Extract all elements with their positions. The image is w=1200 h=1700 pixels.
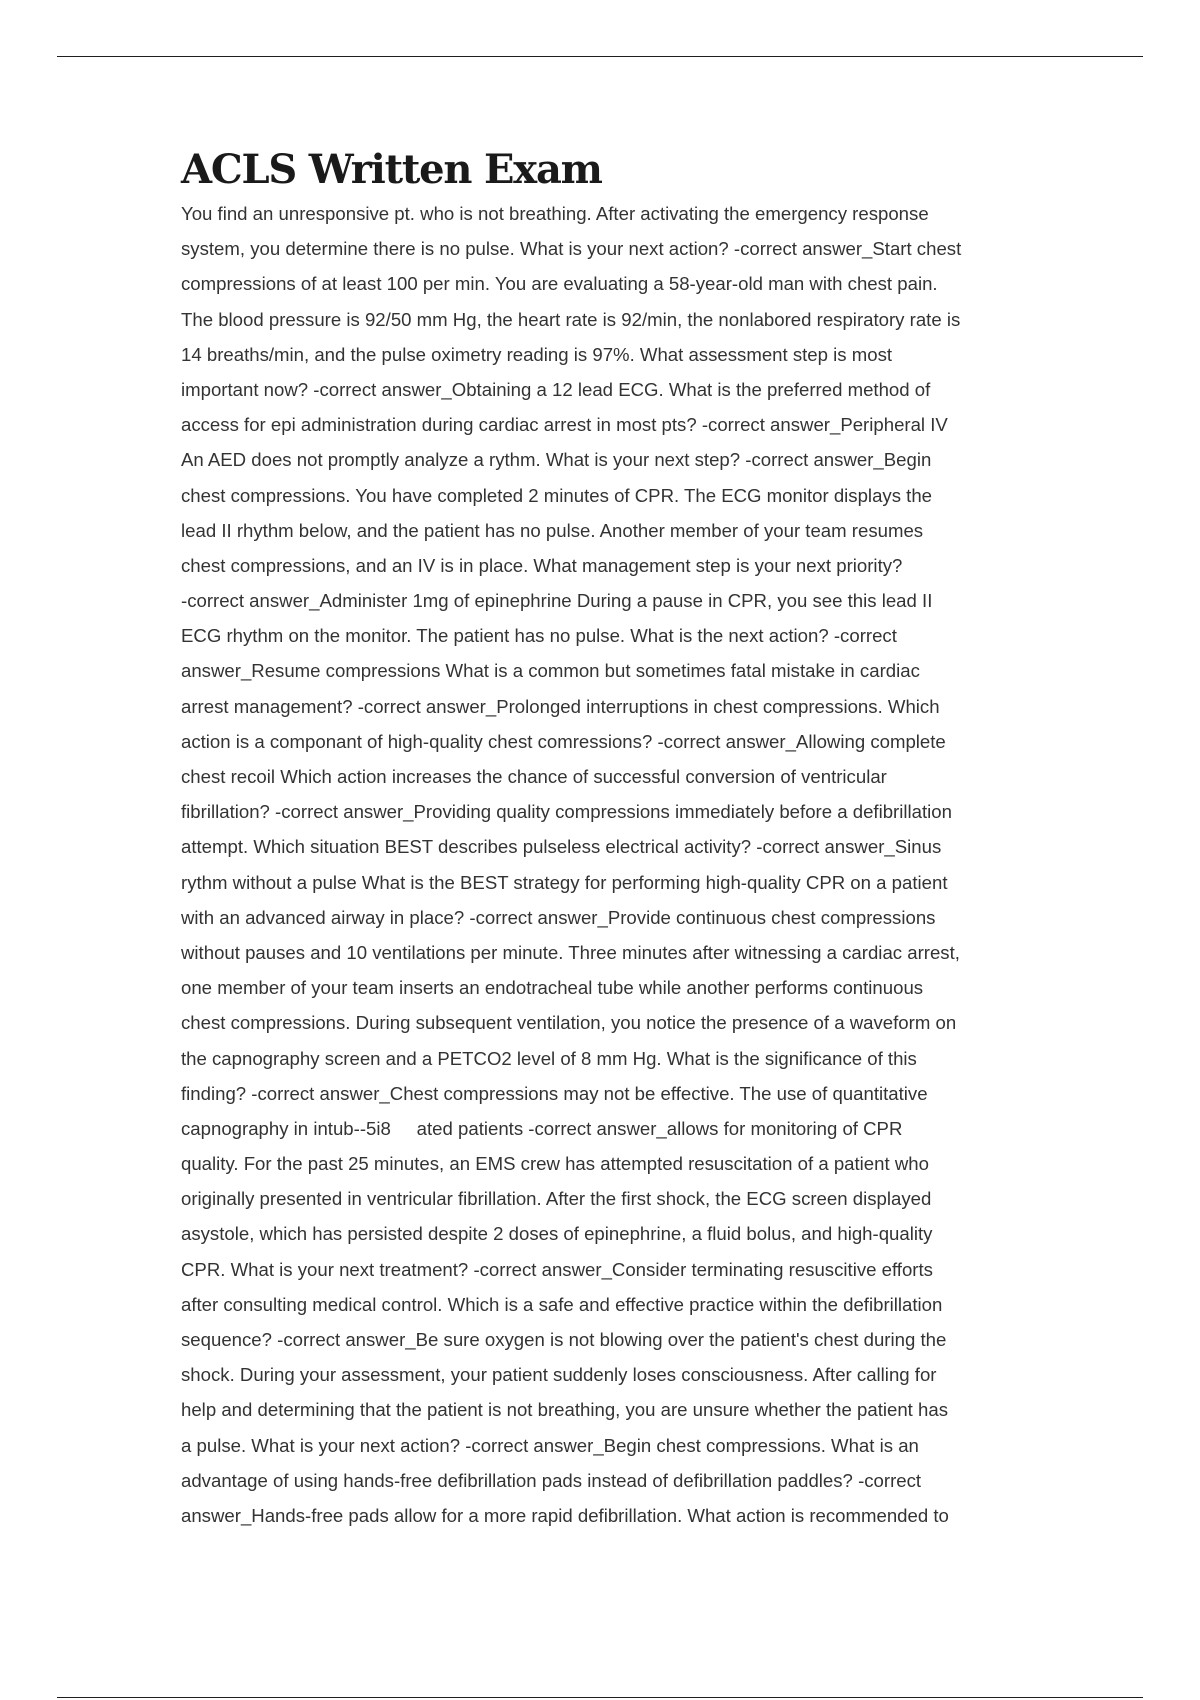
text-line: lead II rhythm below, and the patient has no pulse. Another member of your team resumes [181,519,924,541]
text-line: one member of your team inserts an endotracheal tube while another performs continuous [181,977,924,999]
text-line: after consulting medical control. Which is a safe and effective practice within the defibrillation [181,1293,943,1315]
text-line: rythm without a pulse What is the BEST strategy for performing high-quality CPR on a patient [181,871,948,893]
document-text [181,196,1041,1533]
text-line: a pulse. What is your next action? -correct answer_Begin chest compressions. What is an [181,1434,919,1456]
header-divider [57,56,1143,57]
text-line: arrest management? -correct answer_Prolonged interruptions in chest compressions. Which [181,695,940,717]
text-line: -correct answer_Administer 1mg of epinephrine During a pause in CPR, you see this lead II [181,590,933,612]
text-line: chest compressions, and an IV is in place. What management step is your next priority? [181,554,903,576]
text-line: CPR. What is your next treatment? -correct answer_Consider terminating resuscitive efforts [181,1258,933,1280]
text-line: capnography in intub--5i8 ated patients -correct answer_allows for monitoring of CPR [181,1117,903,1139]
document-body [181,146,1041,1533]
text-line: chest compressions. You have completed 2 minutes of CPR. The ECG monitor displays the [181,484,933,506]
text-line: without pauses and 10 ventilations per minute. Three minutes after witnessing a cardiac arrest, [181,941,960,963]
text-line: help and determining that the patient is not breathing, you are unsure whether the patient has [181,1399,948,1421]
text-line: quality. For the past 25 minutes, an EMS crew has attempted resuscitation of a patient who [181,1153,929,1175]
text-line: the capnography screen and a PETCO2 level of 8 mm Hg. What is the significance of this [181,1047,917,1069]
document-title: ACLS Written Exam [181,146,602,193]
text-line: fibrillation? -correct answer_Providing quality compressions immediately before a defibrillation [181,801,952,823]
text-line: 14 breaths/min, and the pulse oximetry reading is 97%. What assessment step is most [181,343,893,365]
text-line: An AED does not promptly analyze a rythm. What is your next step? -correct answer_Begin [181,449,932,471]
text-line: chest recoil Which action increases the chance of successful conversion of ventricular [181,766,887,787]
text-line: action is a componant of high-quality chest comressions? -correct answer_Allowing complete [181,730,946,752]
text-line: asystole, which has persisted despite 2 doses of epinephrine, a fluid bolus, and high-quality [181,1223,933,1245]
text-line: shock. During your assessment, your patient suddenly loses consciousness. After calling for [181,1364,937,1386]
text-line: You find an unresponsive pt. who is not breathing. After activating the emergency response [181,203,929,224]
text-line: compressions of at least 100 per min. You are evaluating a 58-year-old man with chest pain. [181,273,938,295]
text-line: sequence? -correct answer_Be sure oxygen is not blowing over the patient's chest during the [181,1329,947,1350]
text-line: attempt. Which situation BEST describes pulseless electrical activity? -correct answer_Sinus [181,836,942,858]
text-line: system, you determine there is no pulse. What is your next action? -correct answer_Start chest [181,238,962,260]
text-line: The blood pressure is 92/50 mm Hg, the heart rate is 92/min, the nonlabored respiratory rate is [181,308,961,330]
text-line: access for epi administration during cardiac arrest in most pts? -correct answer_Peripheral IV [181,414,948,436]
text-line: chest compressions. During subsequent ventilation, you notice the presence of a waveform on [181,1012,957,1034]
text-line: answer_Hands-free pads allow for a more rapid defibrillation. What action is recommended to [181,1504,949,1526]
text-line: ECG rhythm on the monitor. The patient has no pulse. What is the next action? -correct [181,625,897,647]
text-line: advantage of using hands-free defibrillation pads instead of defibrillation paddles? -correct [181,1469,922,1491]
text-line: originally presented in ventricular fibrillation. After the first shock, the ECG screen displayed [181,1188,932,1210]
text-line: with an advanced airway in place? -correct answer_Provide continuous chest compressions [181,906,936,928]
text-line: important now? -correct answer_Obtaining a 12 lead ECG. What is the preferred method of [181,378,931,400]
text-line: finding? -correct answer_Chest compressions may not be effective. The use of quantitative [181,1082,928,1104]
footer-divider [57,1697,1143,1698]
text-line: answer_Resume compressions What is a common but sometimes fatal mistake in cardiac [181,660,920,682]
